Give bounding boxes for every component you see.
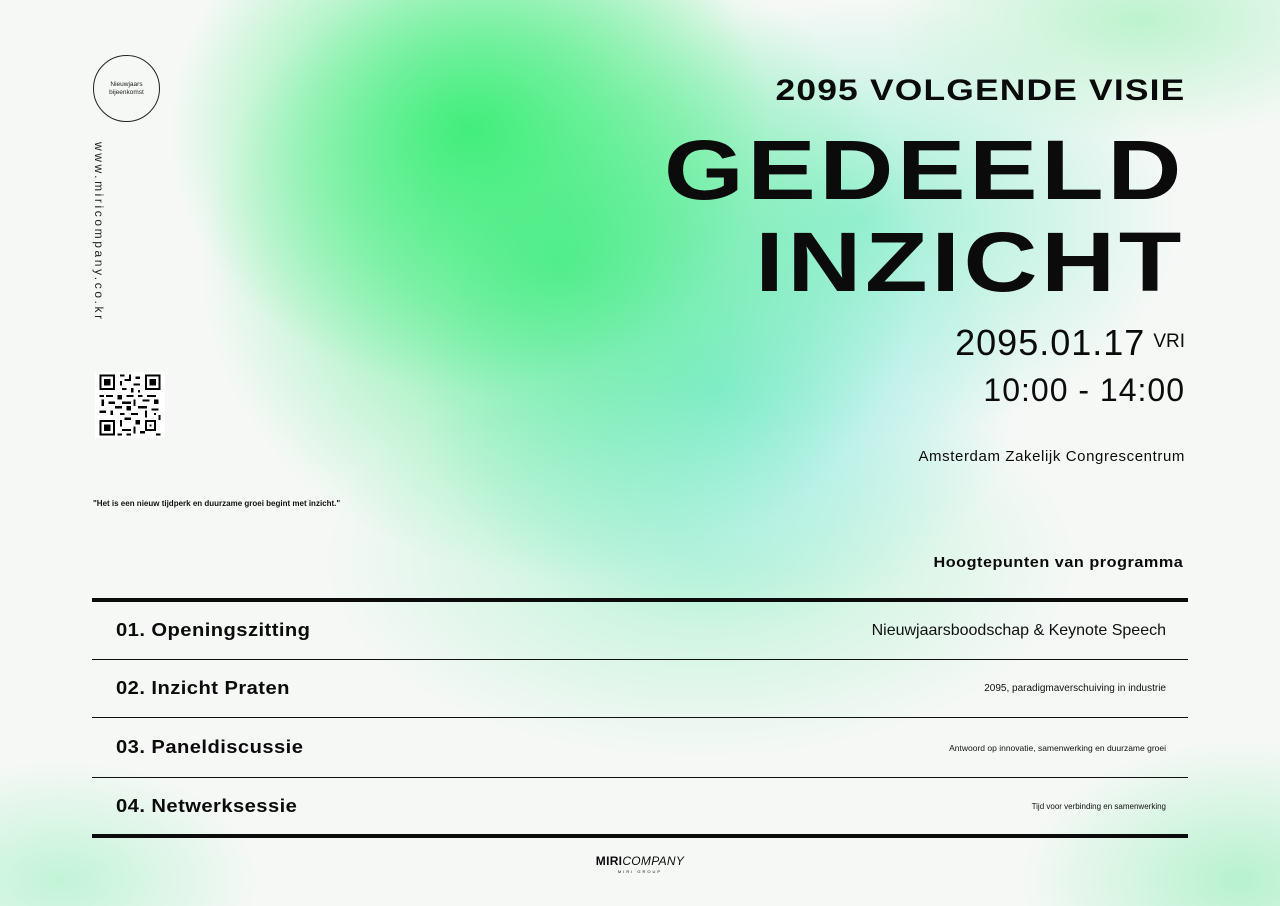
program-desc: Nieuwjaarsboodschap & Keynote Speech: [871, 621, 1166, 639]
logo-word: COMPANY: [622, 854, 685, 868]
program-name: 01. Openingszitting: [116, 620, 311, 640]
event-badge: [93, 55, 160, 122]
title-line-1: GEDEELD: [663, 123, 1185, 217]
program-row-3: [92, 718, 1188, 778]
title-line-2: INZICHT: [755, 215, 1185, 309]
website-url[interactable]: www.miricompany.co.kr: [92, 142, 106, 322]
date-value: 2095.01.17: [955, 322, 1146, 363]
badge-line-2: bijeenkomst: [109, 88, 144, 96]
program-row-2: [92, 660, 1188, 718]
program-row-4: [92, 778, 1188, 834]
company-logo: [0, 854, 1280, 874]
program-table: [92, 598, 1188, 838]
program-name: 02. Inzicht Praten: [116, 678, 290, 698]
badge-line-1: Nieuwjaars: [110, 80, 143, 88]
program-name: 03. Paneldiscussie: [116, 737, 304, 757]
event-kicker: 2095 VOLGENDE VISIE: [774, 74, 1185, 107]
program-heading: Hoogtepunten van programma: [933, 554, 1183, 571]
qr-code-icon[interactable]: [95, 372, 165, 438]
event-title: [664, 124, 1185, 308]
weekday-label: VRI: [1153, 331, 1185, 352]
event-time: 10:00 - 14:00: [983, 372, 1185, 408]
program-desc: Tijd voor verbinding en samenwerking: [1031, 801, 1166, 811]
tagline-quote: "Het is een nieuw tijdperk en duurzame groei begint met inzicht.": [93, 499, 341, 508]
program-desc: Antwoord op innovatie, samenwerking en duurzame groei: [949, 742, 1166, 753]
event-date: [955, 322, 1185, 364]
program-row-1: [92, 602, 1188, 660]
logo-wordmark: [0, 854, 1280, 868]
event-venue: Amsterdam Zakelijk Congrescentrum: [918, 448, 1185, 465]
qr-code-graphic: [95, 372, 165, 438]
logo-tagline: MIRI GROUP: [617, 869, 663, 874]
program-desc: 2095, paradigmaverschuiving in industrie: [984, 683, 1166, 694]
logo-mark: MIRI: [595, 854, 623, 868]
program-name: 04. Netwerksessie: [116, 795, 298, 816]
table-bottom-rule: [92, 834, 1188, 838]
